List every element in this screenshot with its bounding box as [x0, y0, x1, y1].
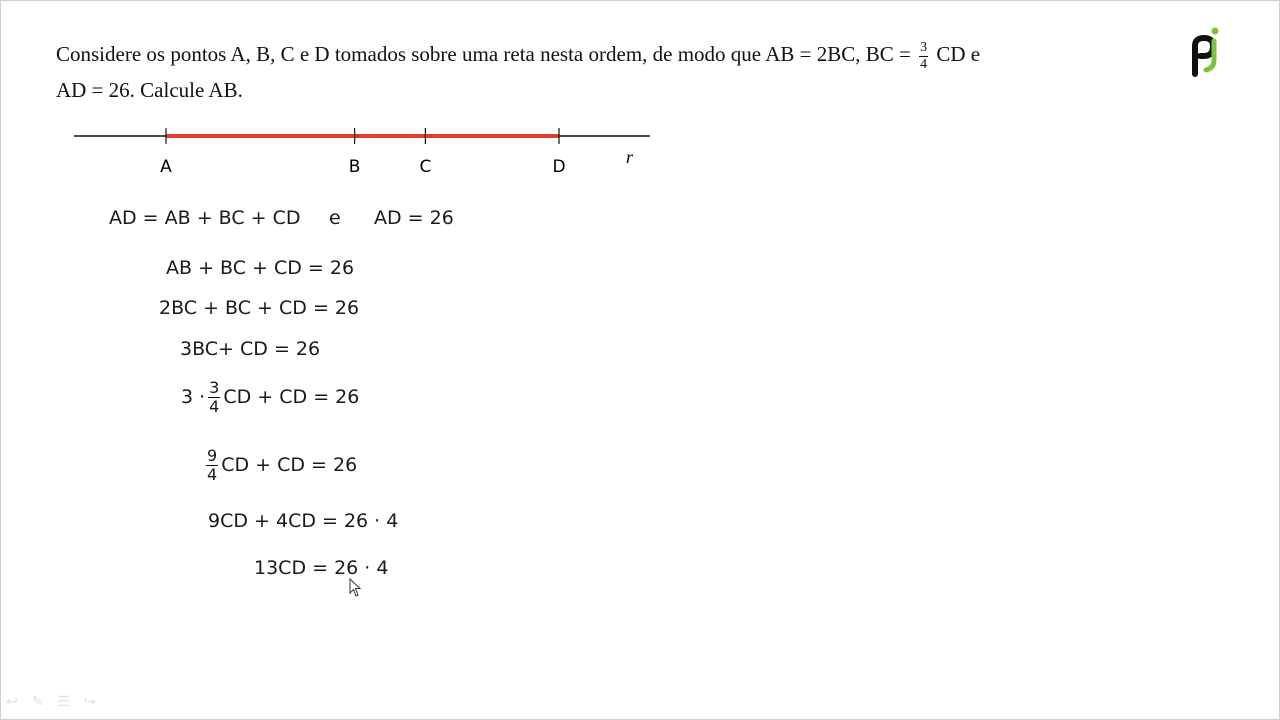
pj-logo-icon	[1188, 26, 1224, 78]
step-5-numerator: 9	[207, 446, 218, 465]
point-label-d: D	[552, 157, 566, 177]
menu-icon[interactable]: ☰	[57, 694, 71, 710]
step-5	[203, 448, 357, 483]
pen-icon[interactable]: ✎	[31, 694, 44, 710]
step-2: 2BC + BC + CD = 26	[159, 297, 360, 319]
step-5-denominator: 4	[207, 465, 218, 484]
redo-icon[interactable]: ↪	[84, 694, 96, 710]
mouse-cursor-icon	[349, 578, 363, 598]
step-0-given: AD = 26	[374, 207, 454, 229]
step-0-connector: e	[329, 207, 341, 229]
step-4	[181, 380, 359, 415]
problem-line-2: AD = 26. Calcule AB.	[56, 78, 243, 102]
problem-fraction-numerator: 3	[920, 39, 928, 55]
problem-fraction	[919, 41, 928, 72]
step-7: 13CD = 26 · 4	[254, 557, 389, 579]
number-line	[70, 120, 670, 190]
step-3: 3BC+ CD = 26	[180, 338, 321, 360]
step-0-equation: AD = AB + BC + CD	[109, 207, 301, 229]
undo-icon[interactable]: ↩	[6, 694, 18, 710]
step-4-numerator: 3	[209, 378, 220, 397]
presentation-toolbar	[6, 694, 96, 710]
step-4-denominator: 4	[209, 397, 220, 416]
step-6: 9CD + 4CD = 26 · 4	[208, 510, 399, 532]
step-1: AB + BC + CD = 26	[166, 257, 355, 279]
problem-fraction-denominator: 4	[920, 56, 928, 72]
problem-line-1	[56, 36, 980, 72]
line-label-r: r	[626, 147, 634, 167]
step-4-fraction	[208, 380, 220, 415]
problem-text-part1: Considere os pontos A, B, C e D tomados sobre uma reta nesta ordem, de modo que AB = 2BC, BC =	[56, 42, 911, 66]
point-label-c: C	[419, 157, 432, 177]
step-4-suffix: CD + CD = 26	[223, 386, 360, 408]
step-5-fraction	[206, 448, 218, 483]
point-label-b: B	[348, 157, 361, 177]
problem-text-part2: CD e	[936, 42, 981, 66]
point-label-a: A	[160, 157, 172, 177]
step-5-suffix: CD + CD = 26	[221, 454, 358, 476]
step-4-prefix: 3 ·	[181, 386, 206, 408]
